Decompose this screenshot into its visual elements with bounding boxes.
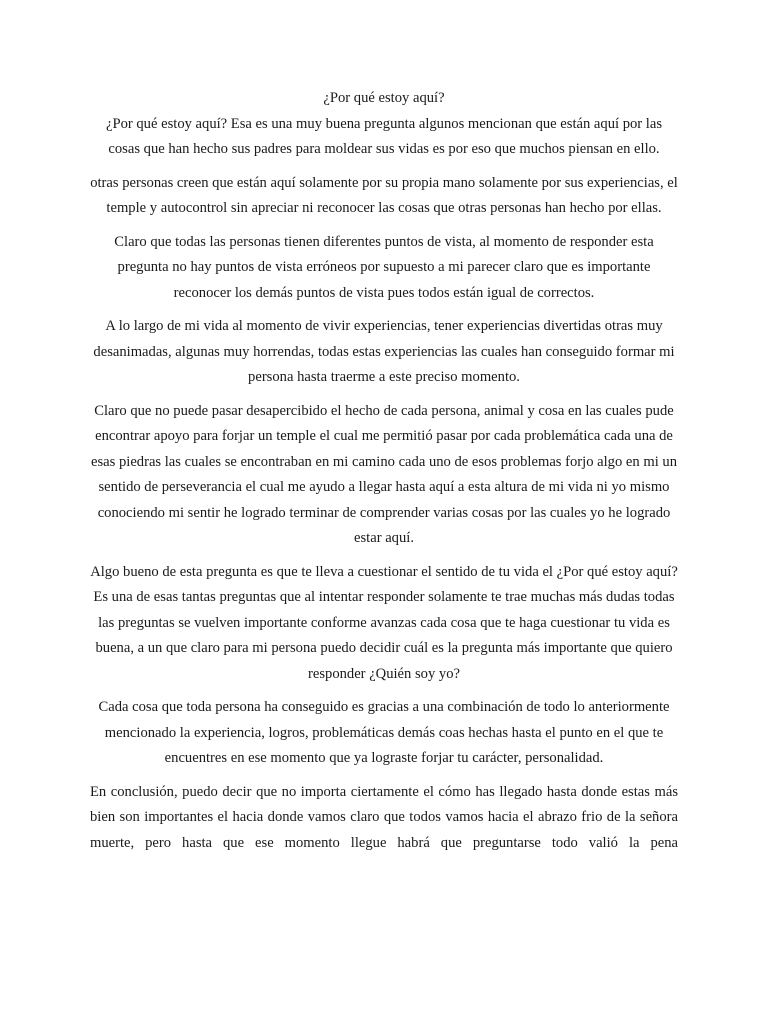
- paragraph-6: Algo bueno de esta pregunta es que te lleva a cuestionar el sentido de tu vida el ¿Por qué estoy aquí? Es una de esas tantas preguntas que al intentar responder solamente te trae muchas más dudas todas las preguntas se vuelven importante conforme avanzas cada cosa que te haga cuestionar tu vida es buena, a un que claro para mi persona puedo decidir cuál es la pregunta más importante que quiero responder ¿Quién soy yo?: [90, 563, 678, 682]
- document-page: [90, 86, 678, 864]
- paragraph-7: Cada cosa que toda persona ha conseguido es gracias a una combinación de todo lo anteriormente mencionado la experiencia, logros, problemáticas demás coas hechas hasta el punto en el que te encuentres en ese momento que ya lograste forjar tu carácter, personalidad.: [98, 699, 670, 766]
- paragraph-3: Claro que todas las personas tienen diferentes puntos de vista, al momento de responder esta pregunta no hay puntos de vista erróneos por supuesto a mi parecer claro que es importante reconocer los demás puntos de vista pues todos están igual de correctos.: [114, 233, 654, 301]
- paragraph-1: ¿Por qué estoy aquí? Esa es una muy buena pregunta algunos mencionan que están aquí por las cosas que han hecho sus padres para moldear sus vidas es por eso que muchos piensan en ello.: [105, 115, 663, 157]
- paragraph-2: otras personas creen que están aquí solamente por su propia mano solamente por sus experiencias, el temple y autocontrol sin apreciar ni reconocer las cosas que otras personas han hecho por ellas.: [90, 174, 678, 216]
- paragraph-4: A lo largo de mi vida al momento de vivir experiencias, tener experiencias divertidas otras muy desanimadas, algunas muy horrendas, todas estas experiencias las cuales han conseguido formar mi persona hasta traerme a este preciso momento.: [93, 318, 675, 385]
- document-title: ¿Por qué estoy aquí?: [323, 90, 445, 106]
- paragraph-8: En conclusión, puedo decir que no importa ciertamente el cómo has llegado hasta donde estas más bien son importantes el hacia donde vamos claro que todos vamos hacia el abrazo frio de la señora muerte, pero hasta que ese momento llegue habrá que preguntarse todo valió la pena: [90, 783, 678, 851]
- paragraph-5: Claro que no puede pasar desapercibido el hecho de cada persona, animal y cosa en las cuales pude encontrar apoyo para forjar un temple el cual me permitió pasar por cada problemática cada una de esas piedras las cuales se encontraban en mi camino cada uno de esos problemas forjo algo en mi un sentido de perseverancia el cual me ayudo a llegar hasta aquí a esta altura de mi vida ni yo mismo conociendo mi sentir he logrado terminar de comprender varias cosas por las cuales yo he logrado estar aquí.: [91, 402, 677, 546]
